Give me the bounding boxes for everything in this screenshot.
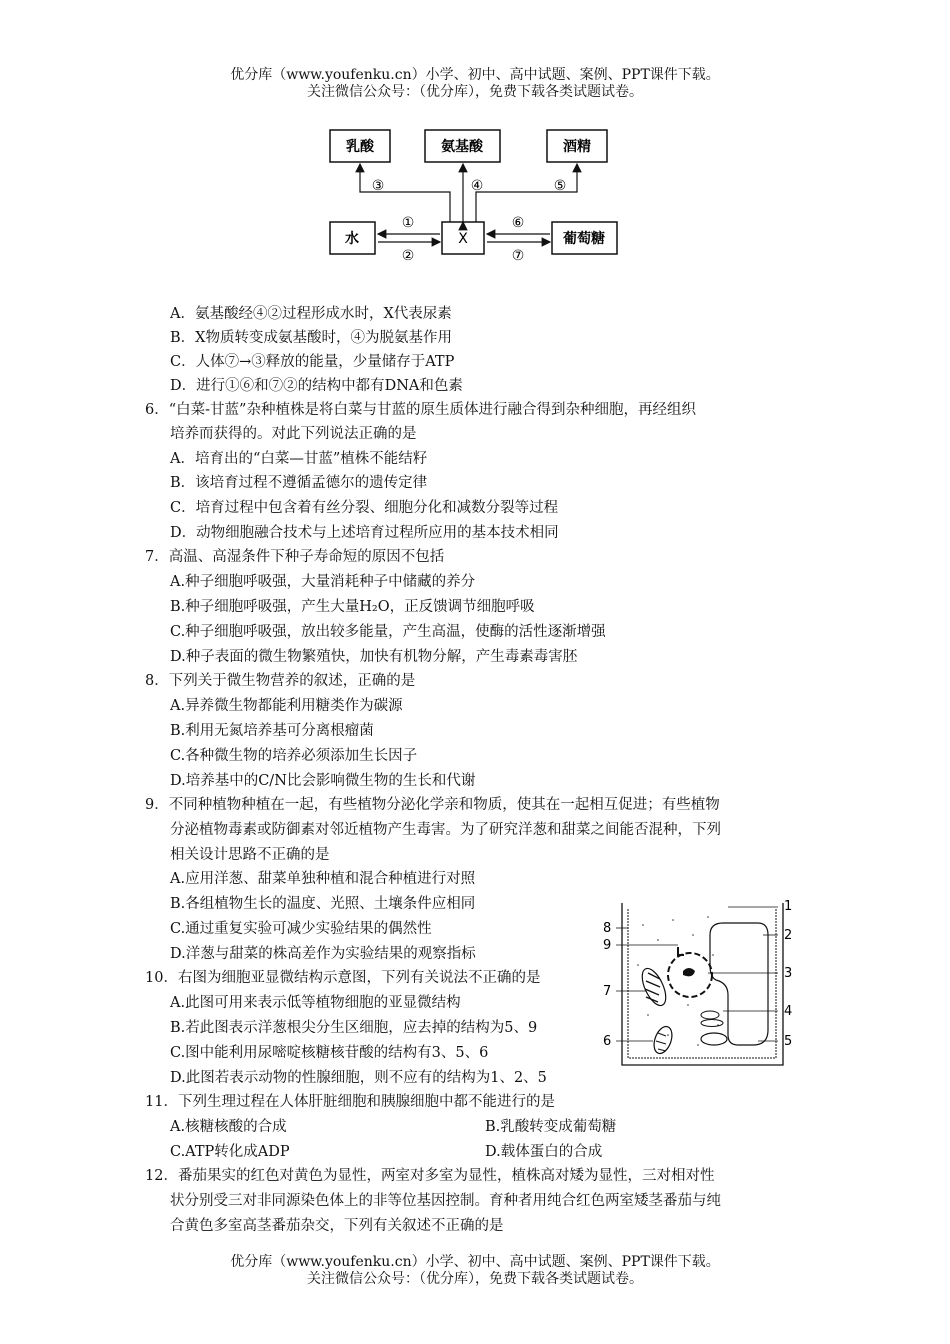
cell-label-6: 6 [603,1034,612,1049]
q11-stem: 11．下列生理过程在人体肝脏细胞和胰腺细胞中都不能进行的是 [145,1094,555,1110]
box-x-label: X [458,231,468,247]
q8-option-c: C.各种微生物的培养必须添加生长因子 [170,748,418,764]
golgi-2 [701,1020,723,1027]
footer-line-2: 关注微信公众号：（优分库），免费下载各类试题试卷。 [307,1271,643,1287]
q9-stem-3: 相关设计思路不正确的是 [170,847,330,863]
label-1: ① [401,215,415,231]
label-3: ③ [371,178,385,194]
cell-label-3: 3 [784,966,793,981]
q5-option-b: B．X物质转变成氨基酸时，④为脱氨基作用 [170,330,452,346]
q5-option-d: D．进行①⑥和⑦②的结构中都有DNA和色素 [170,378,463,394]
q9-stem-1: 9．不同种植物种植在一起，有些植物分泌化学亲和物质，使其在一起相互促进；有些植物 [145,797,720,813]
ribosome-blob [701,1033,727,1045]
q6-option-b: B．该培育过程不遵循孟德尔的遗传定律 [170,475,428,491]
q8-option-a: A.异养微生物都能利用糖类作为碳源 [170,698,403,714]
q11-option-a: A.核糖核酸的合成 [170,1119,287,1135]
cell-label-1: 1 [784,899,793,914]
q10-stem: 10．右图为细胞亚显微结构示意图，下列有关说法不正确的是 [145,970,541,986]
q11-option-c: C.ATP转化成ADP [170,1144,290,1160]
mitochondrion [651,1024,676,1056]
golgi [701,1011,719,1019]
q6-option-a: A．培育出的“白菜—甘蓝”植株不能结籽 [170,451,428,467]
q11-option-b: B.乳酸转变成葡萄糖 [485,1119,617,1135]
page-footer [0,1254,950,1288]
label-5: ⑤ [553,178,567,194]
cell-diagram [598,895,798,1075]
q8-option-d: D.培养基中的C/N比会影响微生物的生长和代谢 [170,773,476,789]
box-water-label: 水 [345,231,359,247]
cell-label-8: 8 [603,921,612,936]
q7-option-d: D.种子表面的微生物繁殖快，加快有机物分解，产生毒素毒害胚 [170,649,578,665]
cell-label-5: 5 [784,1034,793,1049]
box-lactic-label: 乳酸 [346,139,374,155]
q9-option-c: C.通过重复实验可减少实验结果的偶然性 [170,921,432,937]
q8-stem: 8．下列关于微生物营养的叙述，正确的是 [145,673,416,689]
footer-line-1: 优分库（www.youfenku.cn）小学、初中、高中试题、案例、PPT课件下载。 [230,1254,720,1270]
header-line-2: 关注微信公众号：（优分库），免费下载各类试题试卷。 [307,84,643,100]
q7-stem: 7．高温、高湿条件下种子寿命短的原因不包括 [145,549,445,565]
header-line-1: 优分库（www.youfenku.cn）小学、初中、高中试题、案例、PPT课件下载。 [230,67,720,83]
q9-option-d: D.洋葱与甜菜的株高差作为实验结果的观察指标 [170,946,476,962]
q6-stem-1: 6．“白菜-甘蓝”杂种植株是将白菜与甘蓝的原生质体进行融合得到杂种细胞，再经组织 [145,402,696,418]
vacuole [710,923,768,1045]
q7-option-b: B.种子细胞呼吸强，产生大量H₂O，正反馈调节细胞呼吸 [170,599,535,615]
chloroplast-grana [645,973,660,1002]
page-header [0,67,950,101]
q9-stem-2: 分泌植物毒素或防御素对邻近植物产生毒害。为了研究洋葱和甜菜之间能否混种，下列 [170,822,721,838]
q5-option-a: A．氨基酸经④②过程形成水时，X代表尿素 [170,306,452,322]
label-2: ② [401,248,415,264]
q5-option-c: C．人体⑦→③释放的能量，少量储存于ATP [170,354,455,370]
box-amino-label: 氨基酸 [441,139,483,155]
q10-option-c: C.图中能利用尿嘧啶核糖核苷酸的结构有3、5、6 [170,1045,489,1061]
q6-stem-2: 培养而获得的。对此下列说法正确的是 [170,426,417,442]
label-6: ⑥ [511,215,525,231]
q8-option-b: B.利用无氮培养基可分离根瘤菌 [170,723,374,739]
chloroplast [637,965,670,1009]
q12-stem-2: 状分别受三对非同源染色体上的非等位基因控制。育种者用纯合红色两室矮茎番茄与纯 [170,1193,721,1209]
box-glucose-label: 葡萄糖 [563,231,605,247]
q10-option-a: A.此图可用来表示低等植物细胞的亚显微结构 [170,995,461,1011]
cell-label-9: 9 [603,938,612,953]
q11-option-d: D.载体蛋白的合成 [485,1144,603,1160]
q10-option-b: B.若此图表示洋葱根尖分生区细胞，应去掉的结构为5、9 [170,1020,538,1036]
q9-option-a: A.应用洋葱、甜菜单独种植和混合种植进行对照 [170,871,476,887]
centriole [678,947,684,955]
q12-stem-3: 合黄色多室高茎番茄杂交，下列有关叙述不正确的是 [170,1218,504,1234]
label-7: ⑦ [511,248,525,264]
q6-option-d: D．动物细胞融合技术与上述培育过程所应用的基本技术相同 [170,525,559,541]
q6-option-c: C．培育过程中包含着有丝分裂、细胞分化和减数分裂等过程 [170,500,559,516]
nucleolus [683,968,695,976]
q10-option-d: D.此图若表示动物的性腺细胞，则不应有的结构为1、2、5 [170,1070,547,1086]
metabolism-diagram [320,122,630,267]
cell-label-4: 4 [784,1004,793,1019]
label-4: ④ [470,178,484,194]
q7-option-c: C.种子细胞呼吸强，放出较多能量，产生高温，使酶的活性逐渐增强 [170,624,606,640]
q7-option-a: A.种子细胞呼吸强，大量消耗种子中储藏的养分 [170,574,476,590]
cell-label-2: 2 [784,928,793,943]
q12-stem-1: 12．番茄果实的红色对黄色为显性，两室对多室为显性，植株高对矮为显性，三对相对性 [145,1168,715,1184]
box-alcohol-label: 酒精 [563,139,591,155]
mitochondrion-cristae [656,1033,666,1051]
cell-label-7: 7 [603,984,612,999]
q9-option-b: B.各组植物生长的温度、光照、土壤条件应相同 [170,896,476,912]
